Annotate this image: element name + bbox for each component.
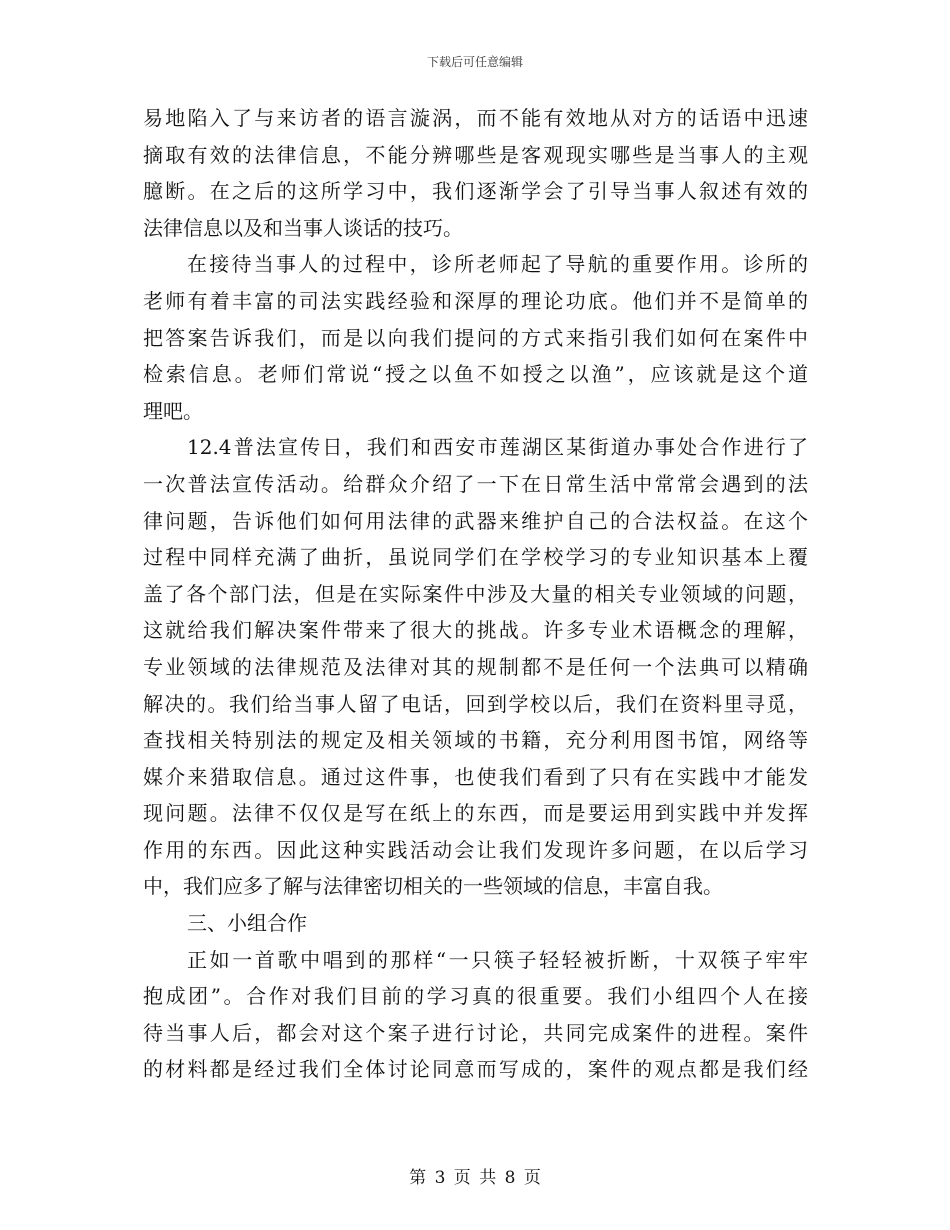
text-line: 律问题，告诉他们如何用法律的武器来维护自己的合法权益。在这个 <box>143 508 808 533</box>
text-line: 把答案告诉我们，而是以向我们提问的方式来指引我们如何在案件中 <box>143 325 808 350</box>
text-line: 臆断。在之后的这所学习中，我们逐渐学会了引导当事人叙述有效的 <box>143 179 808 204</box>
text-line: 法律信息以及和当事人谈话的技巧。 <box>143 215 463 240</box>
text-line: 的材料都是经过我们全体讨论同意而写成的，案件的观点都是我们经 <box>143 1057 808 1082</box>
text-line: 摘取有效的法律信息，不能分辨哪些是客观现实哪些是当事人的主观 <box>143 142 808 167</box>
text-line: 抱成团”。合作对我们目前的学习真的很重要。我们小组四个人在接 <box>143 984 808 1009</box>
text-line: 解决的。我们给当事人留了电话，回到学校以后，我们在资料里寻觅， <box>143 691 808 716</box>
text-line: 过程中同样充满了曲折，虽说同学们在学校学习的专业知识基本上覆 <box>143 545 808 570</box>
text-line: 盖了各个部门法，但是在实际案件中涉及大量的相关专业领域的问题， <box>143 581 808 606</box>
page-number-footer: 第 3 页 共 8 页 <box>409 1168 541 1188</box>
page-header: 下载后可任意编辑 <box>426 55 523 69</box>
text-line: 媒介来猎取信息。通过这件事，也使我们看到了只有在实践中才能发 <box>143 764 808 789</box>
text-line: 查找相关特别法的规定及相关领域的书籍，充分利用图书馆，网络等 <box>143 728 808 753</box>
paragraph-start-line: 正如一首歌中唱到的那样“一只筷子轻轻被折断，十双筷子牢牢 <box>187 947 808 972</box>
text-line: 检索信息。老师们常说“授之以鱼不如授之以渔”，应该就是这个道 <box>143 362 808 387</box>
text-line: 专业领域的法律规范及法律对其的规制都不是任何一个法典可以精确 <box>143 654 808 679</box>
paragraph-start-line: 12.4普法宣传日，我们和西安市莲湖区某街道办事处合作进行了 <box>187 435 808 460</box>
section-heading: 三、小组合作 <box>187 911 307 936</box>
text-line: 待当事人后，都会对这个案子进行讨论，共同完成案件的进程。案件 <box>143 1020 808 1045</box>
text-line: 现问题。法律不仅仅是写在纸上的东西，而是要运用到实践中并发挥 <box>143 801 808 826</box>
text-line: 这就给我们解决案件带来了很大的挑战。许多专业术语概念的理解， <box>143 618 808 643</box>
text-line: 理吧。 <box>143 398 203 423</box>
text-line: 易地陷入了与来访者的语言漩涡，而不能有效地从对方的话语中迅速 <box>143 106 808 130</box>
text-line: 作用的东西。因此这种实践活动会让我们发现许多问题，在以后学习 <box>143 837 808 862</box>
text-line: 中，我们应多了解与法律密切相关的一些领域的信息，丰富自我。 <box>143 874 723 899</box>
document-body <box>143 100 808 1088</box>
paragraph-start-line: 在接待当事人的过程中，诊所老师起了导航的重要作用。诊所的 <box>187 252 808 277</box>
text-line: 一次普法宣传活动。给群众介绍了一下在日常生活中常常会遇到的法 <box>143 471 808 496</box>
text-line: 老师有着丰富的司法实践经验和深厚的理论功底。他们并不是简单的 <box>143 288 808 313</box>
